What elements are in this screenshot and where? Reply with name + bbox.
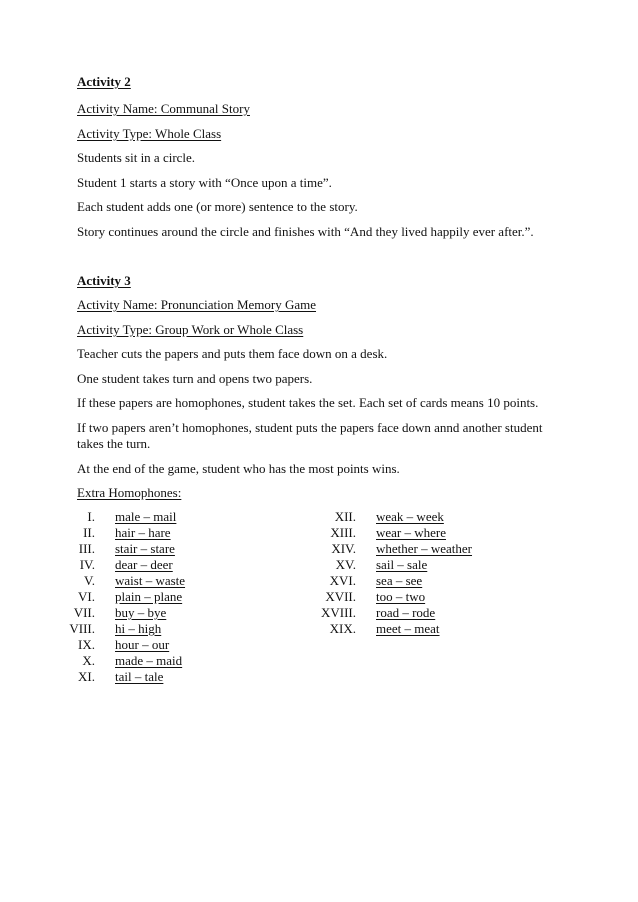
- list-number: XIII.: [330, 525, 356, 540]
- homophone-pair: wear – where: [376, 525, 447, 540]
- activity-2-line: Story continues around the circle and finishes with “And they lived happily ever after.”.: [77, 224, 534, 239]
- homophone-pair: stair – stare: [115, 541, 175, 556]
- activity-2-heading: Activity 2: [77, 74, 131, 89]
- homophone-pair: whether – weather: [376, 541, 473, 556]
- list-number: V.: [84, 573, 95, 588]
- homophone-pair: sea – see: [376, 573, 423, 588]
- activity-3-line: One student takes turn and opens two papers.: [77, 371, 313, 386]
- homophone-pair: plain – plane: [115, 589, 183, 604]
- homophone-pair: meet – meat: [376, 621, 440, 636]
- activity-3-line: takes the turn.: [77, 436, 151, 451]
- activity-3-line: If two papers aren’t homophones, student puts the papers face down annd another student: [77, 420, 543, 435]
- homophone-pair: hair – hare: [115, 525, 171, 540]
- homophone-pair: tail – tale: [115, 669, 164, 684]
- homophone-pair: dear – deer: [115, 557, 173, 572]
- list-number: XVIII.: [320, 605, 356, 620]
- activity-2-line: Student 1 starts a story with “Once upon a time”.: [77, 175, 332, 190]
- homophone-pair: made – maid: [115, 653, 183, 668]
- list-number: XIV.: [331, 541, 356, 556]
- activity-3-heading: Activity 3: [77, 273, 131, 288]
- list-number: I.: [87, 509, 95, 524]
- list-number: VIII.: [69, 621, 95, 636]
- list-number: IX.: [78, 637, 95, 652]
- homophone-pair: sail – sale: [376, 557, 428, 572]
- activity-2-line: Students sit in a circle.: [77, 150, 196, 165]
- list-number: XI.: [78, 669, 95, 684]
- list-number: II.: [83, 525, 95, 540]
- homophone-pair: hour – our: [115, 637, 170, 652]
- homophone-pair: hi – high: [115, 621, 162, 636]
- list-number: VI.: [78, 589, 95, 604]
- list-number: XVI.: [329, 573, 356, 588]
- activity-2-name: Activity Name: Communal Story: [77, 101, 250, 116]
- activity-3-type: Activity Type: Group Work or Whole Class: [77, 322, 304, 337]
- activity-2-line: Each student adds one (or more) sentence to the story.: [77, 199, 358, 214]
- homophone-pair: buy – bye: [115, 605, 167, 620]
- list-number: IV.: [79, 557, 95, 572]
- homophone-pair: weak – week: [376, 509, 444, 524]
- homophone-pair: too – two: [376, 589, 426, 604]
- list-number: XVII.: [325, 589, 356, 604]
- activity-3-name: Activity Name: Pronunciation Memory Game: [77, 297, 317, 312]
- activity-2-type: Activity Type: Whole Class: [77, 126, 222, 141]
- list-number: XIX.: [329, 621, 356, 636]
- homophone-pair: waist – waste: [115, 573, 186, 588]
- homophone-pair: male – mail: [115, 509, 177, 524]
- list-number: XII.: [334, 509, 356, 524]
- extra-homophones-title: Extra Homophones:: [77, 485, 182, 500]
- list-number: XV.: [335, 557, 356, 572]
- activity-3-line: At the end of the game, student who has the most points wins.: [77, 461, 400, 476]
- list-number: III.: [78, 541, 95, 556]
- list-number: X.: [82, 653, 95, 668]
- activity-3-line: If these papers are homophones, student takes the set. Each set of cards means 10 points.: [77, 395, 539, 410]
- homophone-pair: road – rode: [376, 605, 436, 620]
- activity-3-line: Teacher cuts the papers and puts them face down on a desk.: [77, 346, 388, 361]
- list-number: VII.: [73, 605, 95, 620]
